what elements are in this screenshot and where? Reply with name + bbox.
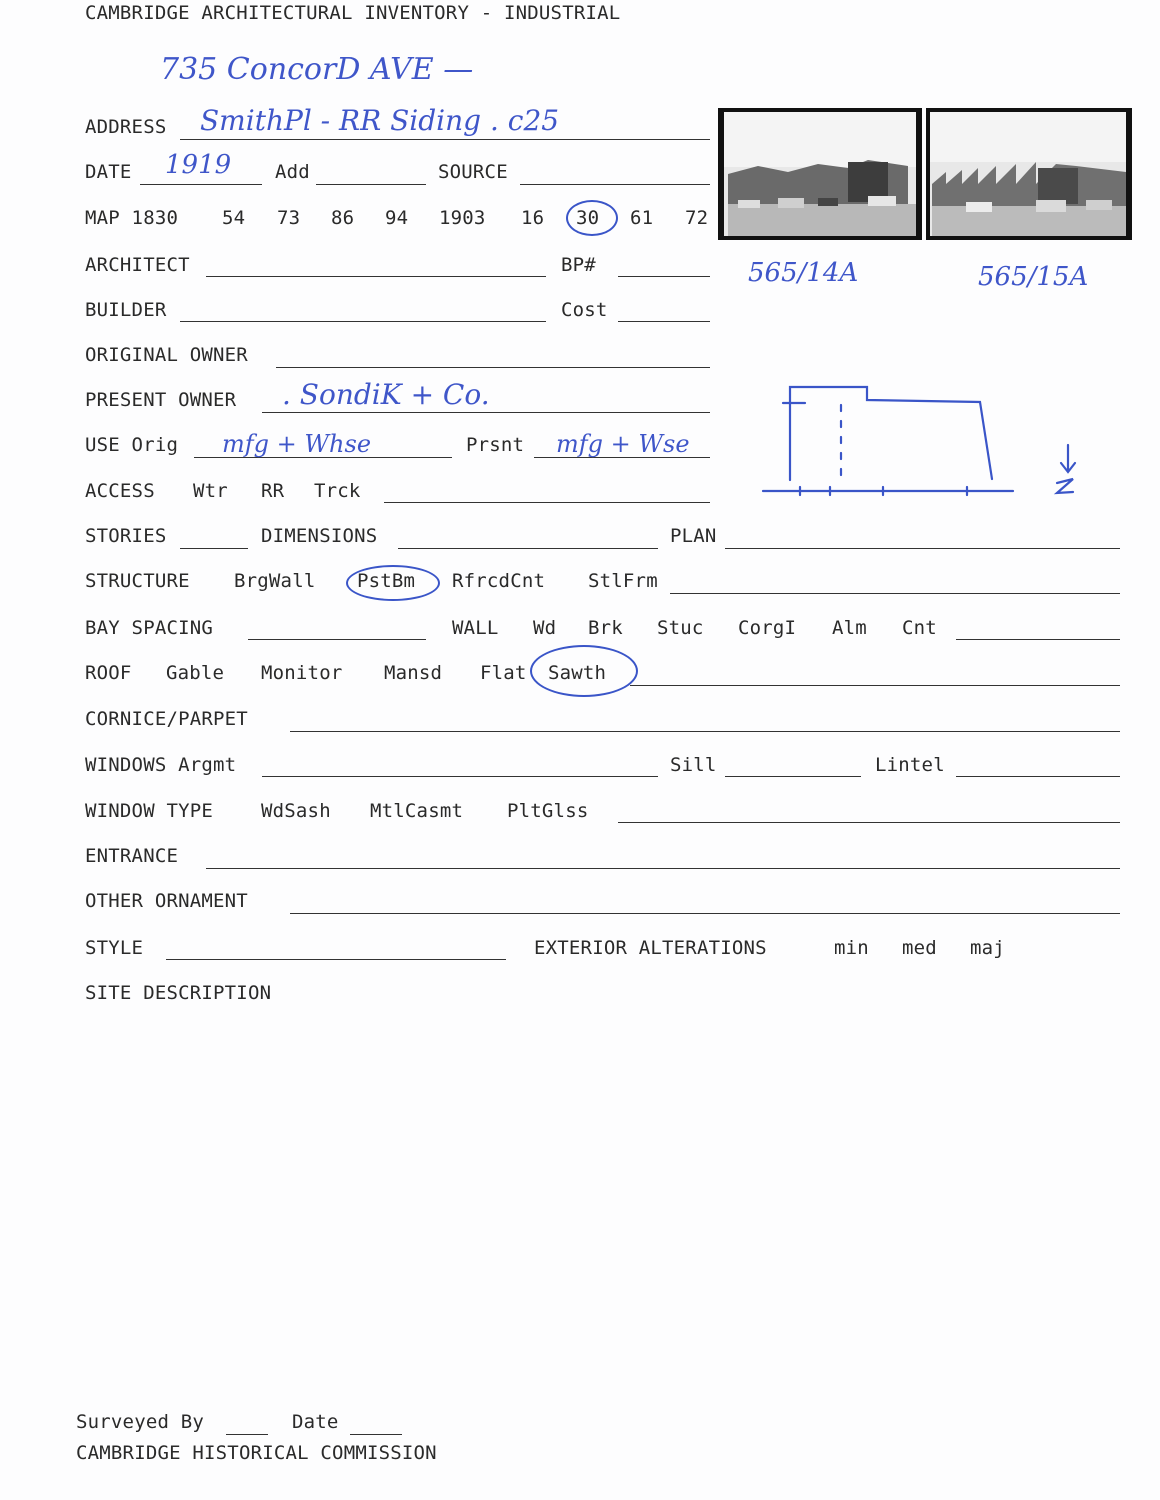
present-owner-line[interactable] bbox=[262, 412, 710, 413]
builder-line[interactable] bbox=[180, 321, 546, 322]
alteration-min: min bbox=[834, 937, 869, 959]
map-73: 73 bbox=[277, 207, 301, 229]
plan-label: PLAN bbox=[670, 525, 717, 547]
sill-line[interactable] bbox=[725, 776, 861, 777]
add-label: Add bbox=[275, 161, 310, 183]
form-title: CAMBRIDGE ARCHITECTURAL INVENTORY - INDUSTRIAL bbox=[85, 2, 621, 24]
other-ornament-label: OTHER ORNAMENT bbox=[85, 890, 248, 912]
handwritten-street: 735 ConcorD AVE — bbox=[160, 52, 474, 87]
footer-date-label: Date bbox=[292, 1411, 339, 1433]
wall-stuc: Stuc bbox=[657, 617, 704, 639]
map-94: 94 bbox=[385, 207, 409, 229]
wall-label: WALL bbox=[452, 617, 499, 639]
alteration-maj: maj bbox=[970, 937, 1005, 959]
handwritten-use-orig: mfg + Whse bbox=[222, 430, 372, 458]
photo-1 bbox=[718, 108, 922, 240]
wall-cnt: Cnt bbox=[902, 617, 937, 639]
roof-flat: Flat bbox=[480, 662, 527, 684]
structure-pstbm-circle bbox=[346, 565, 440, 601]
other-ornament-line[interactable] bbox=[290, 913, 1120, 914]
wall-corgi: CorgI bbox=[738, 617, 797, 639]
use-orig-label: USE Orig bbox=[85, 434, 179, 456]
handwritten-date: 1919 bbox=[165, 150, 232, 180]
handwritten-present-owner: . SondiK + Co. bbox=[282, 378, 490, 411]
map-30: 30 bbox=[576, 207, 600, 229]
dimensions-line[interactable] bbox=[398, 548, 658, 549]
handwritten-photo2-ref: 565/15A bbox=[978, 262, 1089, 292]
source-label: SOURCE bbox=[438, 161, 508, 183]
access-line[interactable] bbox=[384, 502, 710, 503]
map-72: 72 bbox=[685, 207, 709, 229]
cost-line[interactable] bbox=[618, 321, 710, 322]
footer-date-line[interactable] bbox=[350, 1434, 402, 1435]
windows-argmt-label: WINDOWS Argmt bbox=[85, 754, 237, 776]
entrance-label: ENTRANCE bbox=[85, 845, 179, 867]
architect-line[interactable] bbox=[206, 276, 546, 277]
bay-spacing-line[interactable] bbox=[248, 639, 426, 640]
site-description-label: SITE DESCRIPTION bbox=[85, 982, 272, 1004]
original-owner-label: ORIGINAL OWNER bbox=[85, 344, 248, 366]
map-61: 61 bbox=[630, 207, 654, 229]
architect-label: ARCHITECT bbox=[85, 254, 190, 276]
structure-stlfrm: StlFrm bbox=[588, 570, 658, 592]
date-label: DATE bbox=[85, 161, 132, 183]
address-label: ADDRESS bbox=[85, 116, 167, 138]
lintel-line[interactable] bbox=[956, 776, 1120, 777]
wall-wd: Wd bbox=[533, 617, 557, 639]
surveyed-by-label: Surveyed By bbox=[76, 1411, 205, 1433]
source-line[interactable] bbox=[520, 184, 710, 185]
surveyed-by-line[interactable] bbox=[226, 1434, 268, 1435]
stories-line[interactable] bbox=[180, 548, 248, 549]
entrance-line[interactable] bbox=[206, 868, 1120, 869]
cornice-label: CORNICE/PARPET bbox=[85, 708, 248, 730]
window-type-line[interactable] bbox=[618, 822, 1120, 823]
address-line[interactable] bbox=[180, 139, 710, 140]
original-owner-line[interactable] bbox=[276, 367, 710, 368]
wall-brk: Brk bbox=[588, 617, 623, 639]
wall-line[interactable] bbox=[956, 639, 1120, 640]
roof-monitor: Monitor bbox=[261, 662, 343, 684]
windows-argmt-line[interactable] bbox=[262, 776, 658, 777]
window-type-mtlcasmt: MtlCasmt bbox=[370, 800, 464, 822]
cost-label: Cost bbox=[561, 299, 608, 321]
exterior-alterations-label: EXTERIOR ALTERATIONS bbox=[534, 937, 767, 959]
access-label: ACCESS bbox=[85, 480, 155, 502]
stories-label: STORIES bbox=[85, 525, 167, 547]
map-86: 86 bbox=[331, 207, 355, 229]
roof-line[interactable] bbox=[630, 685, 1120, 686]
wall-alm: Alm bbox=[832, 617, 867, 639]
lintel-label: Lintel bbox=[875, 754, 945, 776]
prsnt-label: Prsnt bbox=[466, 434, 525, 456]
commission-name: CAMBRIDGE HISTORICAL COMMISSION bbox=[76, 1442, 437, 1464]
structure-label: STRUCTURE bbox=[85, 570, 190, 592]
access-trck: Trck bbox=[314, 480, 361, 502]
alteration-med: med bbox=[902, 937, 937, 959]
roof-gable: Gable bbox=[166, 662, 225, 684]
map-16: 16 bbox=[521, 207, 545, 229]
map-1903: 1903 bbox=[439, 207, 486, 229]
access-wtr: Wtr bbox=[193, 480, 228, 502]
sill-label: Sill bbox=[670, 754, 717, 776]
bp-line[interactable] bbox=[618, 276, 710, 277]
roof-sawth-circle bbox=[530, 645, 638, 697]
handwritten-use-prsnt: mfg + Wse bbox=[556, 430, 690, 458]
plan-line[interactable] bbox=[725, 548, 1120, 549]
builder-label: BUILDER bbox=[85, 299, 167, 321]
structure-rfrcdcnt: RfrcdCnt bbox=[452, 570, 546, 592]
window-type-wdsash: WdSash bbox=[261, 800, 331, 822]
map-54: 54 bbox=[222, 207, 246, 229]
handwritten-address: SmithPl - RR Siding . c25 bbox=[200, 104, 560, 137]
structure-brgwall: BrgWall bbox=[234, 570, 316, 592]
window-type-pltglss: PltGlss bbox=[507, 800, 589, 822]
photo-2 bbox=[926, 108, 1132, 240]
style-line[interactable] bbox=[166, 959, 506, 960]
map-30-circle bbox=[566, 200, 618, 236]
roof-mansd: Mansd bbox=[384, 662, 443, 684]
present-owner-label: PRESENT OWNER bbox=[85, 389, 237, 411]
handwritten-photo1-ref: 565/14A bbox=[748, 258, 859, 288]
roof-sawth: Sawth bbox=[548, 662, 607, 684]
structure-pstbm: PstBm bbox=[357, 570, 416, 592]
date-line[interactable] bbox=[140, 184, 262, 185]
add-line[interactable] bbox=[316, 184, 426, 185]
map-1830: MAP 1830 bbox=[85, 207, 179, 229]
roof-label: ROOF bbox=[85, 662, 132, 684]
window-type-label: WINDOW TYPE bbox=[85, 800, 214, 822]
cornice-line[interactable] bbox=[290, 731, 1120, 732]
bp-label: BP# bbox=[561, 254, 596, 276]
style-label: STYLE bbox=[85, 937, 144, 959]
dimensions-label: DIMENSIONS bbox=[261, 525, 378, 547]
access-rr: RR bbox=[261, 480, 285, 502]
bay-spacing-label: BAY SPACING bbox=[85, 617, 214, 639]
structure-line[interactable] bbox=[670, 593, 1120, 594]
footprint-sketch bbox=[755, 375, 1095, 505]
